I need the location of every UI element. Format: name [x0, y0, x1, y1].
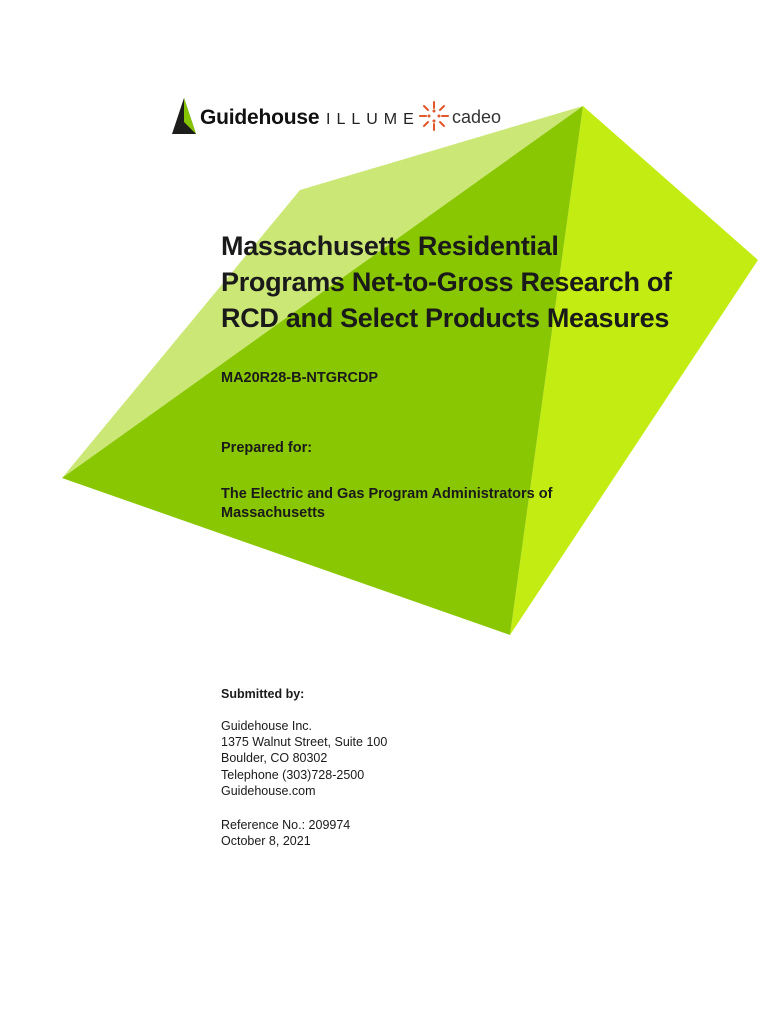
- cadeo-star-icon: [418, 100, 450, 132]
- reference-block: [221, 817, 350, 849]
- address-line: Guidehouse Inc.: [221, 719, 313, 733]
- prepared-for-label: Prepared for:: [221, 440, 313, 456]
- document-code: MA20R28-B-NTGRCDP: [221, 370, 379, 386]
- submitter-address: [221, 718, 387, 799]
- address-line: 1375 Walnut Street, Suite 100: [221, 735, 388, 750]
- reference-number: Reference No.: 209974: [221, 818, 351, 832]
- document-title: [221, 228, 741, 336]
- title-line: Massachusetts Residential: [221, 231, 559, 261]
- illume-logo-text: ILLUME: [326, 111, 420, 128]
- address-line: Guidehouse.com: [221, 783, 316, 798]
- prepared-for-line: The Electric and Gas Program Administrators of: [221, 486, 553, 502]
- prepared-for-organization: [221, 485, 661, 523]
- title-line: Programs Net-to-Gross Research of: [221, 267, 672, 297]
- document-date: October 8, 2021: [221, 834, 311, 849]
- address-line: Boulder, CO 80302: [221, 751, 328, 766]
- address-line: Telephone (303)728-2500: [221, 767, 365, 782]
- cadeo-logo-text: cadeo: [452, 107, 502, 127]
- submitted-by-label: Submitted by:: [221, 687, 305, 701]
- guidehouse-logo-text: Guidehouse: [200, 106, 320, 129]
- prepared-for-line: Massachusetts: [221, 505, 325, 521]
- title-line: RCD and Select Products Measures: [221, 303, 670, 333]
- logo-bar: [170, 96, 510, 140]
- guidehouse-logo-icon: [170, 96, 200, 136]
